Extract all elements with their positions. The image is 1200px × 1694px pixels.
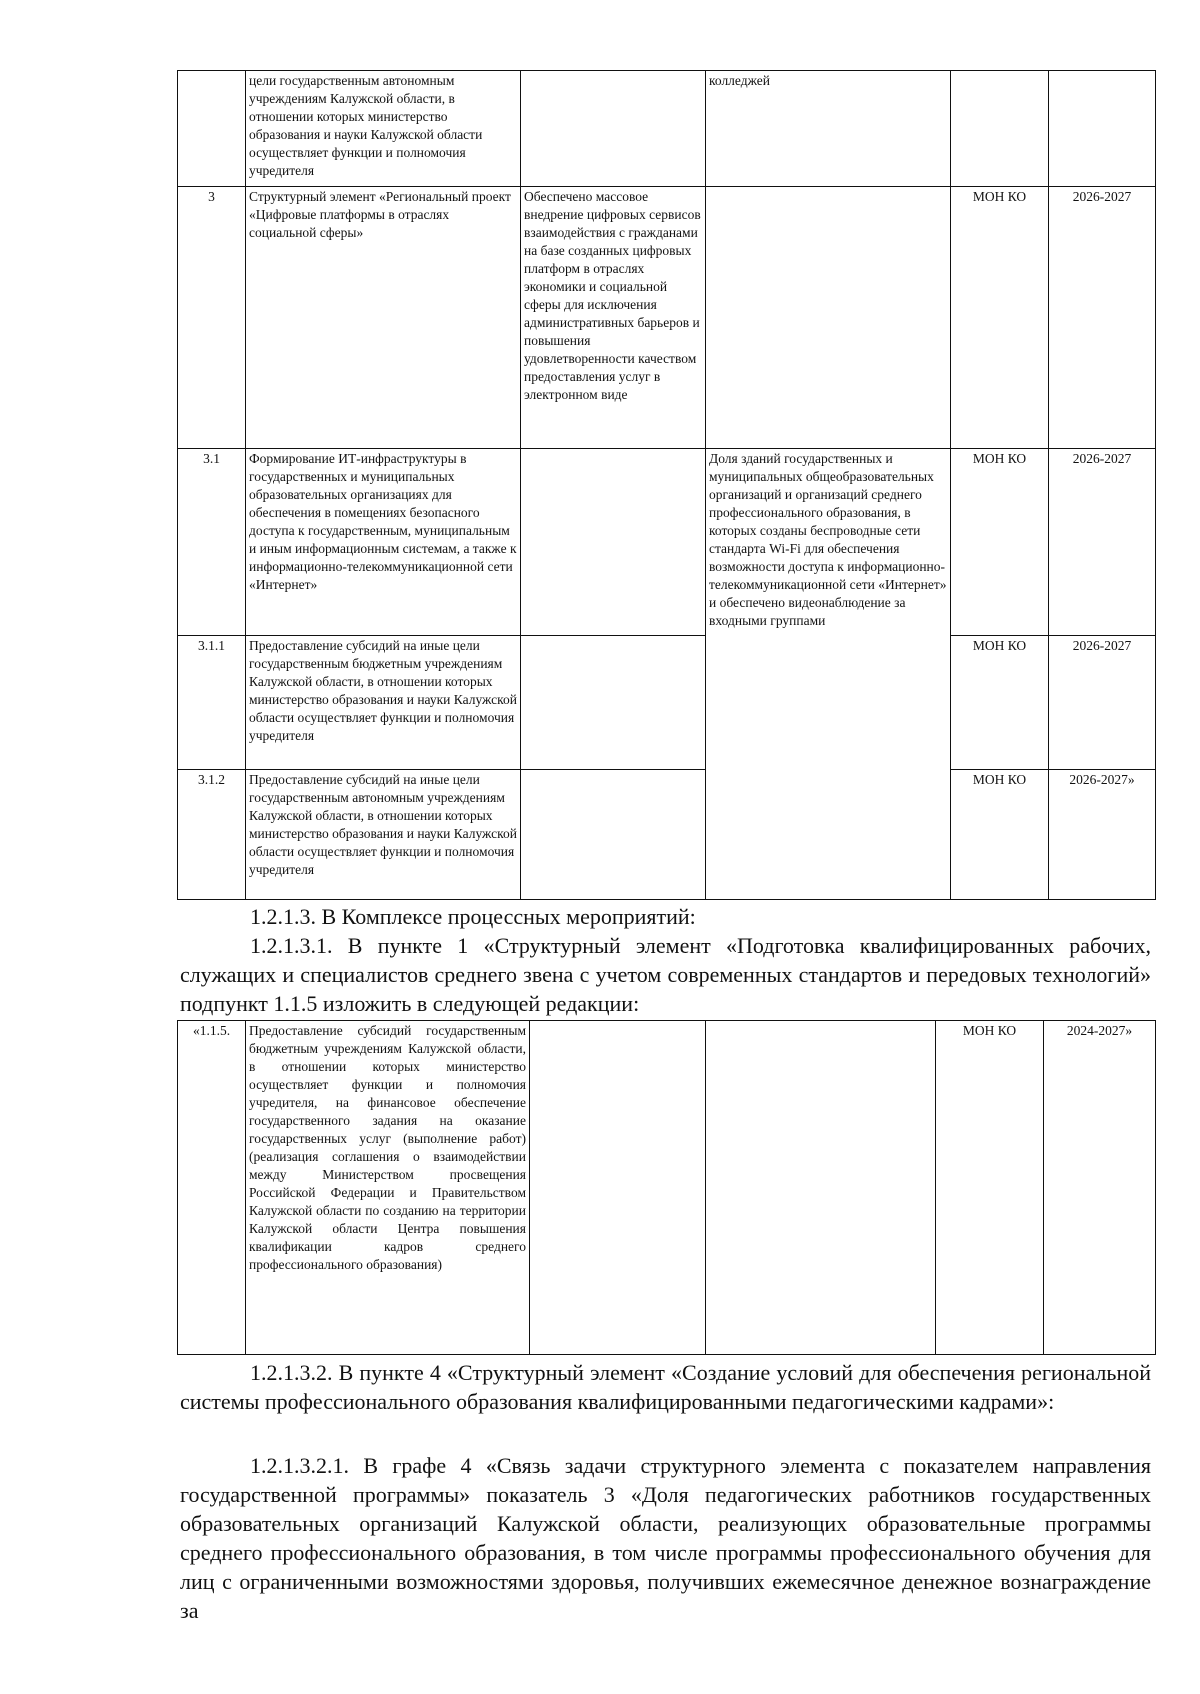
table-row <box>178 449 1156 636</box>
event-cell: Предоставление субсидий государственным бюджетным учреждениям Калужской области, в отношении которых министерство осуществляет функции и полномочия учредителя, на финансовое обеспечение государственного задания на оказание государственных услуг (выполнение работ) (реализация соглашения о взаимодействии между Министерством просвещения Российской Федерации и Правительством Калужской области по созданию на территории Калужской области Центра повышения квалификации кадров среднего профессионального образования) <box>246 1021 530 1355</box>
period-cell: 2024-2027» <box>1044 1021 1156 1355</box>
result-cell <box>521 449 706 636</box>
indicator-cell: колледжей <box>706 71 951 187</box>
indicator-cell <box>706 187 951 449</box>
row-number: «1.1.5. <box>178 1021 246 1355</box>
responsible-cell: МОН КО <box>951 636 1049 770</box>
result-cell <box>521 636 706 770</box>
paragraph-1-2-1-3-2: 1.2.1.3.2. В пункте 4 «Структурный элемент «Создание условий для обеспечения региональной системы профессионального образования квалифицированными педагогическими кадрами»: <box>180 1360 1151 1414</box>
row-number: 3 <box>178 187 246 449</box>
events-table <box>177 70 1156 900</box>
period-cell <box>1049 71 1156 187</box>
table-row <box>178 770 1156 900</box>
event-cell: Формирование ИТ-инфраструктуры в государственных и муниципальных образовательных организациях для обеспечения в помещениях безопасного доступа к государственным, муниципальным и иным информационным системам, а также к информационно-телекоммуникационной сети «Интернет» <box>246 449 521 636</box>
table-row <box>178 71 1156 187</box>
paragraph-1-2-1-3-2-1: 1.2.1.3.2.1. В графе 4 «Связь задачи структурного элемента с показателем направления государственной программы» показатель 3 «Доля педагогических работников государственных образовательных организаций Калужской области, реализующих образовательные программы среднего профессионального образования, в том числе программы профессионального обучения для лиц с ограниченными возможностями здоровья, получивших ежемесячное денежное вознаграждение за <box>180 1453 1151 1623</box>
row-number: 3.1 <box>178 449 246 636</box>
responsible-cell: МОН КО <box>936 1021 1044 1355</box>
responsible-cell: МОН КО <box>951 187 1049 449</box>
paragraph-1-2-1-3: 1.2.1.3. В Комплексе процессных мероприятий: <box>250 904 696 929</box>
responsible-cell: МОН КО <box>951 449 1049 636</box>
period-cell: 2026-2027 <box>1049 636 1156 770</box>
period-cell: 2026-2027 <box>1049 187 1156 449</box>
event-cell: Предоставление субсидий на иные цели государственным бюджетным учреждениям Калужской области, в отношении которых министерство образования и науки Калужской области осуществляет функции и полномочия учредителя <box>246 636 521 770</box>
result-cell <box>521 770 706 900</box>
period-cell: 2026-2027» <box>1049 770 1156 900</box>
paragraph-1-2-1-3-1: 1.2.1.3.1. В пункте 1 «Структурный элемент «Подготовка квалифицированных рабочих, служащих и специалистов среднего звена с учетом современных стандартов и передовых технологий» подпункт 1.1.5 изложить в следующей редакции: <box>180 933 1151 1016</box>
subitem-1-1-5-table <box>177 1020 1156 1355</box>
event-cell: Структурный элемент «Региональный проект «Цифровые платформы в отраслях социальной сферы» <box>246 187 521 449</box>
result-cell <box>530 1021 706 1355</box>
row-number: 3.1.1 <box>178 636 246 770</box>
responsible-cell: МОН КО <box>951 770 1049 900</box>
indicator-cell: Доля зданий государственных и муниципальных общеобразовательных организаций и организаций среднего профессионального образования, в которых созданы беспроводные сети стандарта Wi-Fi для обеспечения возможности доступа к информационно-телекоммуникационной сети «Интернет» и обеспечено видеонаблюдение за входными группами <box>706 449 951 900</box>
event-cell: Предоставление субсидий на иные цели государственным автономным учреждениям Калужской области, в отношении которых министерство образования и науки Калужской области осуществляет функции и полномочия учредителя <box>246 770 521 900</box>
responsible-cell <box>951 71 1049 187</box>
indicator-cell <box>706 1021 936 1355</box>
period-cell: 2026-2027 <box>1049 449 1156 636</box>
result-cell: Обеспечено массовое внедрение цифровых сервисов взаимодействия с гражданами на базе созданных цифровых платформ в отраслях экономики и социальной сферы для исключения административных барьеров и повышения удовлетворенности качеством предоставления услуг в электронном виде <box>521 187 706 449</box>
table-row <box>178 1021 1156 1355</box>
result-cell <box>521 71 706 187</box>
event-cell: цели государственным автономным учреждениям Калужской области, в отношении которых министерство образования и науки Калужской области осуществляет функции и полномочия учредителя <box>246 71 521 187</box>
row-number <box>178 71 246 187</box>
table-row <box>178 187 1156 449</box>
row-number: 3.1.2 <box>178 770 246 900</box>
table-row <box>178 636 1156 770</box>
